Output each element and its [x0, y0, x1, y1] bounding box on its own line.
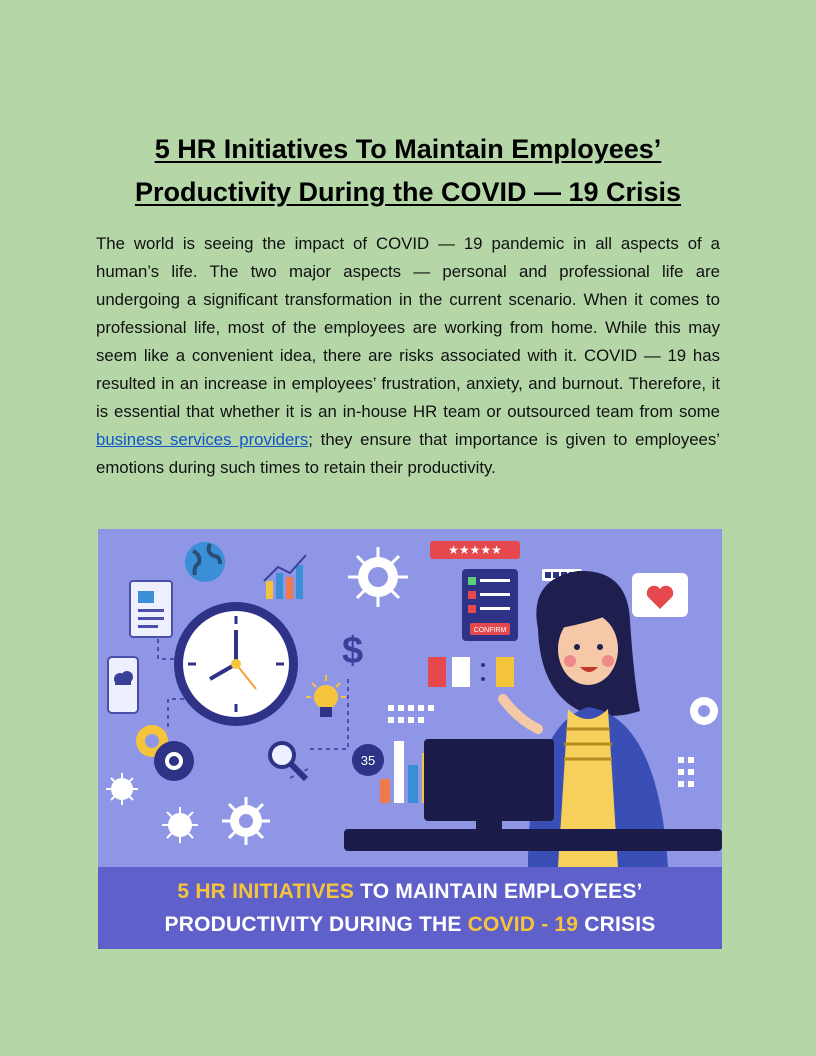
desk — [344, 829, 722, 851]
confirm-button-label: CONFIRM — [473, 627, 507, 634]
title-line-1: 5 HR Initiatives To Maintain Employees’ — [154, 134, 662, 164]
caption-line-2 — [165, 908, 656, 941]
business-services-providers-link[interactable]: business services providers — [96, 430, 309, 449]
virus-icon — [162, 807, 198, 843]
caption-line-1 — [177, 875, 642, 908]
caption-text-3: CRISIS — [578, 913, 656, 936]
rating-panel — [430, 541, 520, 559]
clock-icon — [174, 602, 298, 726]
stats-badge-number: 35 — [360, 753, 376, 768]
banner-caption — [98, 867, 722, 949]
caption-text-2: PRODUCTIVITY DURING THE — [164, 913, 468, 936]
virus-icon — [348, 547, 408, 607]
body-text-part-1: The world is seeing the impact of COVID — 19 pandemic in all aspects of a human’s life. The two major aspects — personal and professional life are undergoing a significant transformation in the current scenario. When it comes to professional life, most of the employees are working from home. While this may seem like a convenient idea, there are risks associated with it. COVID — 19 has resulted in an increase in employees’ frustration, anxiety, and burnout. Therefore, it is essential that whether it is an in-house HR team or outsourced team from some — [96, 234, 720, 421]
heart-message-icon — [632, 573, 688, 617]
gear-icon — [690, 697, 718, 725]
checklist-panel — [462, 569, 518, 641]
globe-icon — [185, 542, 225, 582]
caption-highlight-2: COVID - 19 — [467, 913, 579, 936]
caption-text-1: TO MAINTAIN EMPLOYEES’ — [354, 880, 643, 903]
rating-stars: ★★★★★ — [448, 543, 502, 557]
phone-cloud-icon — [108, 657, 138, 713]
virus-icon — [222, 797, 270, 845]
banner-illustration — [98, 529, 722, 949]
body-text-part-2: ; they ensure that importance is given to employees’ emotions during such times to retain their productivity. — [96, 430, 721, 477]
caption-highlight-1: 5 HR INITIATIVES — [177, 880, 355, 903]
document-icon — [130, 581, 172, 637]
monitor-icon — [424, 739, 554, 835]
hr-illustration — [98, 529, 722, 867]
title-line-2: Productivity During the COVID — 19 Crisis — [134, 177, 682, 207]
article-title — [60, 128, 756, 214]
article-body — [96, 230, 720, 482]
dollar-icon: $ — [342, 630, 364, 672]
